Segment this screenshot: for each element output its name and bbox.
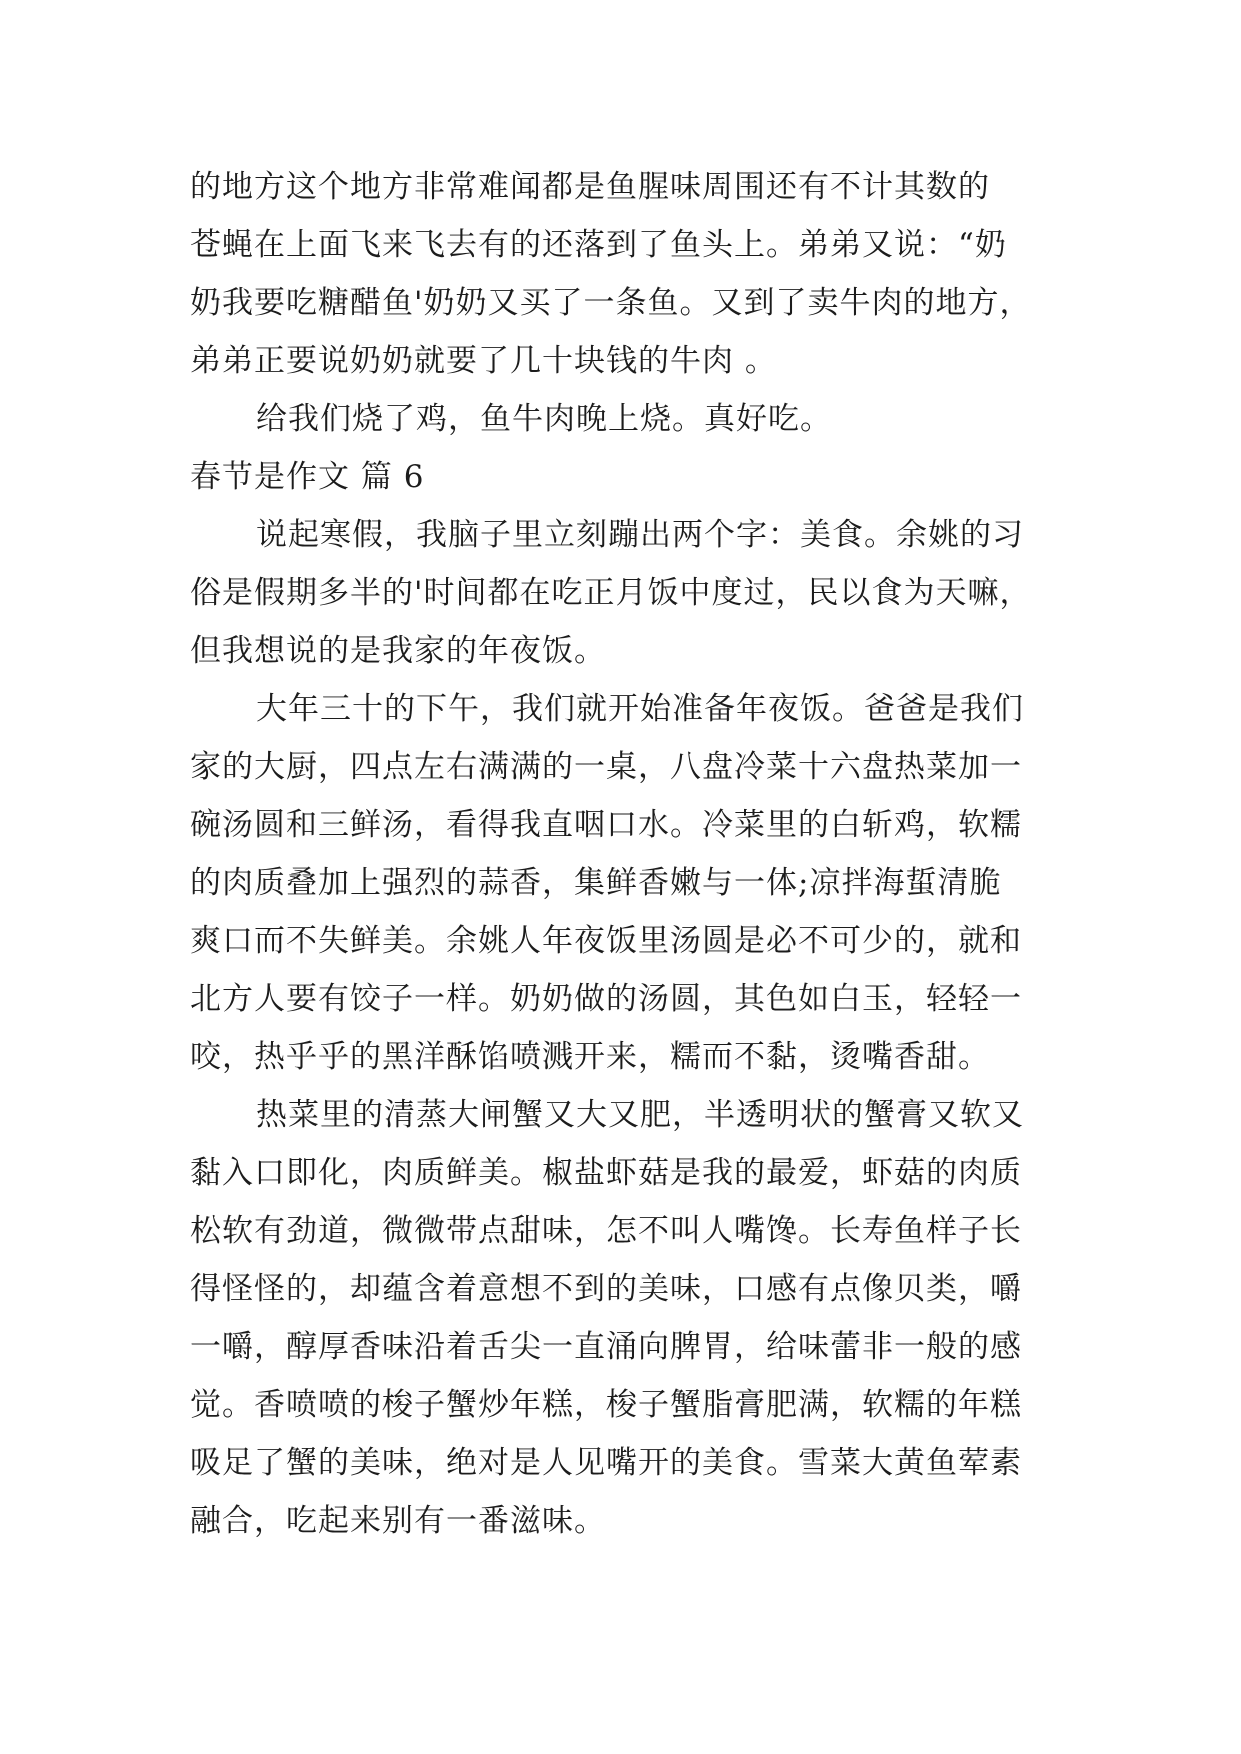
text-line: 但我想说的是我家的年夜饭。	[190, 633, 606, 669]
text-line: 说起寒假，我脑子里立刻蹦出两个字：美食。余姚的习	[256, 517, 1024, 553]
text-line: 北方人要有饺子一样。奶奶做的汤圆，其色如白玉，轻轻一	[190, 981, 1022, 1017]
text-line: 松软有劲道，微微带点甜味，怎不叫人嘴馋。长寿鱼样子长	[190, 1213, 1022, 1249]
text-line: 大年三十的下午，我们就开始准备年夜饭。爸爸是我们	[256, 691, 1024, 727]
text-line: 觉。香喷喷的梭子蟹炒年糕，梭子蟹脂膏肥满，软糯的年糕	[190, 1387, 1022, 1423]
text-line: 得怪怪的，却蕴含着意想不到的美味，口感有点像贝类，嚼	[190, 1271, 1022, 1307]
text-line: 咬，热乎乎的黑洋酥馅喷溅开来，糯而不黏，烫嘴香甜。	[190, 1039, 990, 1075]
text-line: 融合，吃起来别有一番滋味。	[190, 1503, 606, 1539]
text-line: 吸足了蟹的美味，绝对是人见嘴开的美食。雪菜大黄鱼荤素	[190, 1445, 1022, 1481]
text-line: 爽口而不失鲜美。余姚人年夜饭里汤圆是必不可少的，就和	[190, 923, 1022, 959]
text-line: 弟弟正要说奶奶就要了几十块钱的牛肉 。	[190, 343, 777, 379]
text-line: 一嚼，醇厚香味沿着舌尖一直涌向脾胃，给味蕾非一般的感	[190, 1329, 1022, 1365]
text-line: 碗汤圆和三鲜汤，看得我直咽口水。冷菜里的白斩鸡，软糯	[190, 807, 1022, 843]
text-line: 家的大厨，四点左右满满的一桌，八盘冷菜十六盘热菜加一	[190, 749, 1022, 785]
text-line: 的地方这个地方非常难闻都是鱼腥味周围还有不计其数的	[190, 169, 990, 205]
text-line: 的肉质叠加上强烈的蒜香，集鲜香嫩与一体;凉拌海蜇清脆	[190, 865, 1002, 901]
text-line: 黏入口即化，肉质鲜美。椒盐虾菇是我的最爱，虾菇的肉质	[190, 1155, 1022, 1191]
text-line: 给我们烧了鸡，鱼牛肉晚上烧。真好吃。	[256, 401, 832, 437]
text-line: 奶我要吃糖醋鱼'奶奶又买了一条鱼。又到了卖牛肉的地方，	[190, 285, 1032, 321]
text-line: 热菜里的清蒸大闸蟹又大又肥，半透明状的蟹膏又软又	[256, 1097, 1024, 1133]
text-line: 苍蝇在上面飞来飞去有的还落到了鱼头上。弟弟又说：“奶	[190, 227, 1007, 263]
text-line: 俗是假期多半的'时间都在吃正月饭中度过，民以食为天嘛，	[190, 575, 1032, 611]
section-heading: 春节是作文 篇 6	[190, 459, 425, 495]
